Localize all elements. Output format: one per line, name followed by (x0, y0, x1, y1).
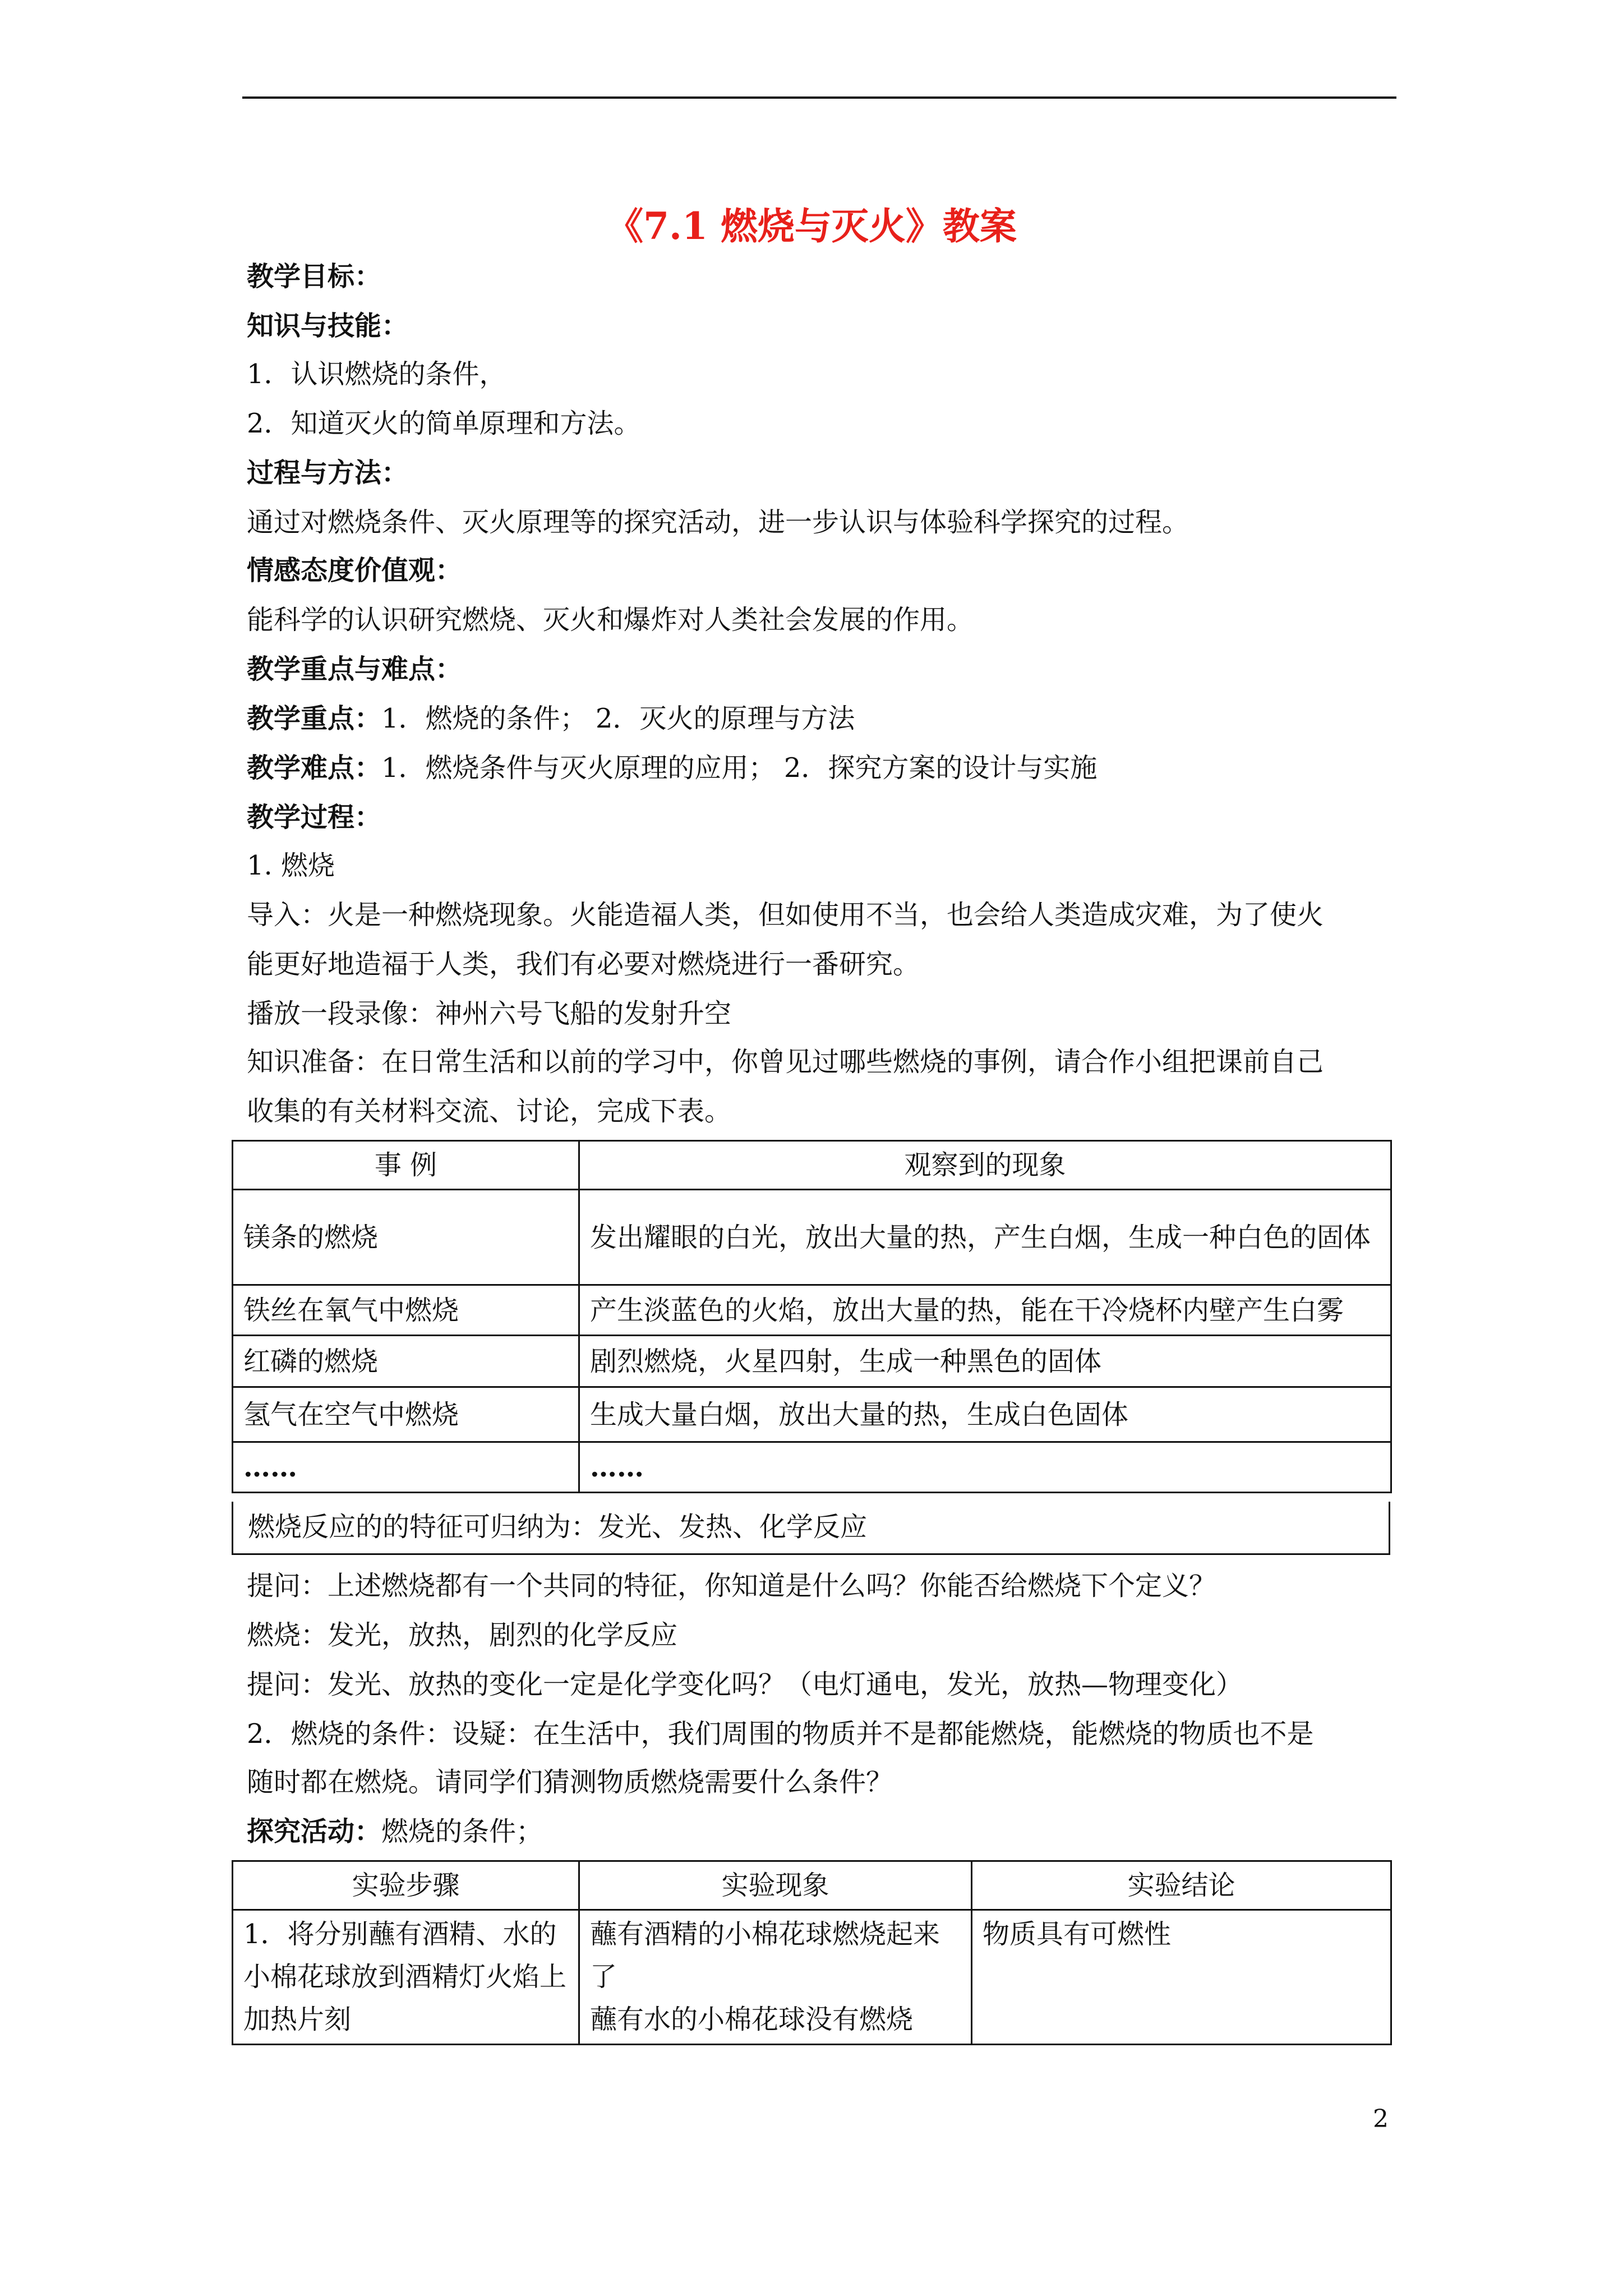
process-text: 通过对燃烧条件、灭火原理等的探究活动，进一步认识与体验科学探究的过程。 (247, 507, 1189, 538)
intro-line: 能更好地造福于人类，我们有必要对燃烧进行一番研究。 (247, 949, 920, 980)
combustion-examples-table (232, 1140, 1392, 1493)
table-cell: 蘸有酒精的小棉花球燃烧起来了 蘸有水的小棉花球没有燃烧 (579, 1910, 972, 2045)
table-cell: 剧烈燃烧，火星四射，生成一种黑色的固体 (579, 1336, 1391, 1387)
table-cell: 生成大量白烟，放出大量的热，生成白色固体 (579, 1387, 1391, 1442)
experiment-table (232, 1860, 1392, 2045)
document-title: 《7.1 燃烧与灭火》教案 (606, 204, 1017, 248)
inquiry-label: 探究活动： (247, 1816, 382, 1847)
table-cell: 铁丝在氧气中燃烧 (233, 1285, 579, 1336)
key-difficulty-heading: 教学重点与难点： (247, 654, 463, 685)
table-cell: …… (579, 1442, 1391, 1493)
definition-line: 燃烧：发光，放热，剧烈的化学反应 (247, 1619, 678, 1651)
table-cell: …… (233, 1442, 579, 1493)
section-1-heading: 1. 燃烧 (247, 850, 335, 881)
emotion-heading: 情感态度价值观： (247, 555, 463, 586)
table-cell: 发出耀眼的白光，放出大量的热，产生白烟，生成一种白色的固体 (579, 1190, 1391, 1285)
table-header: 观察到的现象 (579, 1141, 1391, 1190)
table-cell: 物质具有可燃性 (972, 1910, 1391, 2045)
key-points-label: 教学重点： (247, 703, 382, 734)
prep-line: 收集的有关材料交流、讨论，完成下表。 (247, 1096, 732, 1127)
key-points-text: 1．燃烧的条件； 2．灭火的原理与方法 (381, 703, 855, 734)
knowledge-item: 1．认识燃烧的条件， (247, 358, 506, 390)
section-2-line: 2．燃烧的条件：设疑：在生活中，我们周围的物质并不是都能燃烧，能燃烧的物质也不是 (247, 1718, 1314, 1750)
table-header: 事 例 (233, 1141, 579, 1190)
intro-line: 导入：火是一种燃烧现象。火能造福人类，但如使用不当，也会给人类造成灾难，为了使火 (247, 899, 1324, 931)
section-2-line: 随时都在燃烧。请同学们猜测物质燃烧需要什么条件？ (247, 1766, 893, 1798)
header-rule (242, 96, 1396, 99)
difficult-points-text: 1．燃烧条件与灭火原理的应用； 2．探究方案的设计与实施 (381, 752, 1098, 784)
table-cell: 红磷的燃烧 (233, 1336, 579, 1387)
process-heading: 过程与方法： (247, 457, 409, 489)
inquiry-text: 燃烧的条件； (381, 1816, 543, 1847)
difficult-points-label: 教学难点： (247, 752, 382, 784)
table-summary: 燃烧反应的的特征可归纳为：发光、发热、化学反应 (232, 1502, 1390, 1555)
table-header: 实验结论 (972, 1861, 1391, 1910)
video-line: 播放一段录像：神州六号飞船的发射升空 (247, 998, 732, 1029)
question-line: 提问：发光、放热的变化一定是化学变化吗？（电灯通电，发光，放热—物理变化） (247, 1669, 1243, 1700)
table-cell: 1．将分别蘸有酒精、水的小棉花球放到酒精灯火焰上加热片刻 (233, 1910, 579, 2045)
knowledge-heading: 知识与技能： (247, 310, 409, 342)
table-cell: 镁条的燃烧 (233, 1190, 579, 1285)
emotion-text: 能科学的认识研究燃烧、灭火和爆炸对人类社会发展的作用。 (247, 604, 974, 636)
goals-heading: 教学目标： (247, 261, 382, 292)
difficult-points (247, 749, 1097, 786)
question-line: 提问：上述燃烧都有一个共同的特征，你知道是什么吗？你能否给燃烧下个定义？ (247, 1570, 1216, 1602)
table-header: 实验步骤 (233, 1861, 579, 1910)
page-number: 2 (1373, 2105, 1389, 2133)
table-cell: 氢气在空气中燃烧 (233, 1387, 579, 1442)
inquiry-line (247, 1813, 543, 1850)
table-header: 实验现象 (579, 1861, 972, 1910)
knowledge-item: 2．知道灭火的简单原理和方法。 (247, 408, 641, 439)
key-points (247, 700, 855, 737)
prep-line: 知识准备：在日常生活和以前的学习中，你曾见过哪些燃烧的事例，请合作小组把课前自己 (247, 1046, 1324, 1078)
table-cell: 产生淡蓝色的火焰，放出大量的热，能在干冷烧杯内壁产生白雾 (579, 1285, 1391, 1336)
procedure-heading: 教学过程： (247, 802, 382, 833)
